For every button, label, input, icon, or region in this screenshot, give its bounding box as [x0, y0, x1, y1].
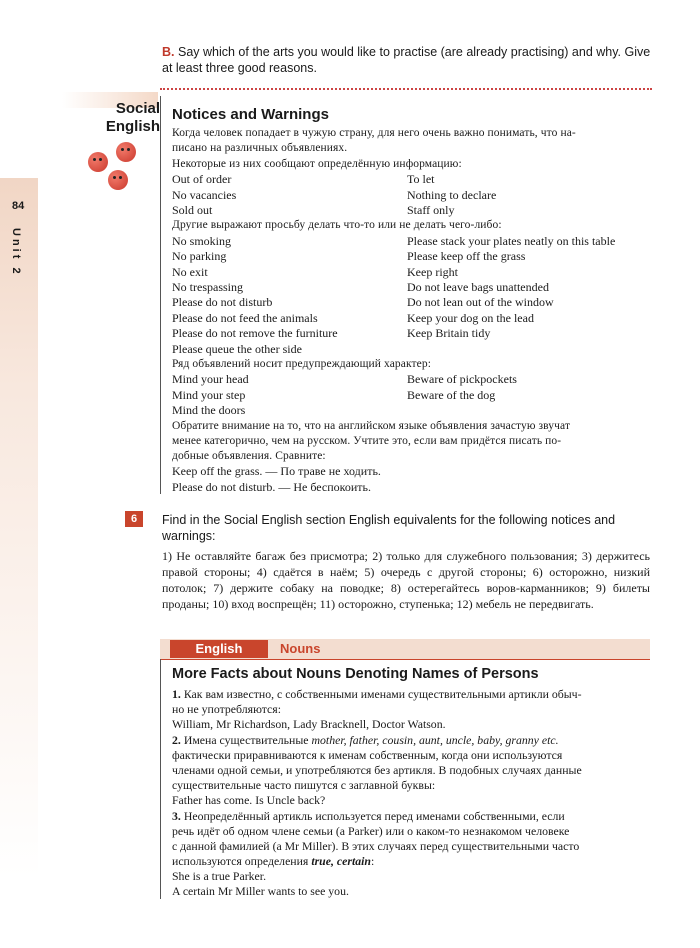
warning-intro: Ряд объявлений носит предупреждающий характер:: [172, 358, 431, 370]
compare-example: Please do not disturb. — Не беспокоить.: [172, 480, 371, 494]
notice-item: Please do not remove the furniture: [172, 326, 338, 340]
task-b-letter: B.: [162, 45, 175, 59]
request-intro: Другие выражают просьбу делать что-то или не делать чего-либо:: [172, 219, 502, 231]
grammar-title: More Facts about Nouns Denoting Names of Persons: [172, 666, 539, 682]
grammar-paragraph-2: [172, 733, 648, 748]
notices-intro: Когда человек попадает в чужую страну, для него очень важно понимать, что на-: [172, 127, 576, 139]
note-text: добные объявления. Сравните:: [172, 450, 326, 462]
notice-item: Keep Britain tidy: [407, 326, 491, 340]
notice-item: Beware of pickpockets: [407, 372, 517, 386]
notice-item: Keep right: [407, 265, 458, 279]
paragraph-text: Неопределённый артикль используется перед именами собственными, если: [183, 809, 565, 823]
notice-item: Mind your step: [172, 388, 246, 402]
grammar-paragraph-3: [172, 809, 648, 824]
notice-item: No exit: [172, 265, 208, 279]
notice-item: Mind the doors: [172, 403, 246, 417]
paragraph-text: с данной фамилией (a Mr Miller). В этих случаях перед существительными часто: [172, 839, 580, 853]
paragraph-text: речь идёт об одном члене семьи (а Parker) или о каком-то незнакомом человеке: [172, 824, 570, 838]
notice-item: Keep your dog on the lead: [407, 311, 534, 325]
grammar-tab-label: English: [170, 640, 268, 658]
note-text: менее категорично, чем на русском. Учтите это, если вам придётся писать по-: [172, 435, 562, 447]
grammar-example: William, Mr Richardson, Lady Bracknell, Doctor Watson.: [172, 717, 446, 731]
compare-example: Keep off the grass. — По траве не ходить.: [172, 464, 381, 478]
page-number: 84: [12, 200, 25, 212]
notice-item: To let: [407, 172, 435, 186]
grammar-rule: [160, 659, 161, 899]
notice-item: Please do not feed the animals: [172, 311, 318, 325]
notice-item: Nothing to declare: [407, 188, 497, 202]
notice-item: Staff only: [407, 203, 455, 217]
notice-item: Please keep off the grass: [407, 249, 526, 263]
dotted-divider: [160, 88, 652, 90]
notice-item: Sold out: [172, 203, 213, 217]
grammar-example: She is a true Parker.: [172, 869, 267, 883]
paragraph-text: членами одной семьи, и употребляются без артикля. В подобных случаях данные: [172, 763, 582, 777]
notices-intro: писано на различных объявлениях.: [172, 142, 348, 154]
paragraph-text: существительные часто пишутся с заглавной буквы:: [172, 778, 436, 792]
notice-item: No trespassing: [172, 280, 243, 294]
paragraph-text: Имена существительные: [183, 733, 309, 747]
paragraph-text: [172, 854, 648, 869]
section-label-line1: Social: [115, 100, 160, 117]
notices-title: Notices and Warnings: [172, 106, 329, 123]
paragraph-number: 1.: [172, 687, 181, 701]
paragraph-number: 2.: [172, 733, 181, 747]
paragraph-keywords: mother, father, cousin, aunt, uncle, baby, granny etc.: [311, 733, 559, 747]
notice-item: No parking: [172, 249, 227, 263]
notice-item: No smoking: [172, 234, 232, 248]
notice-item: Please stack your plates neatly on this table: [407, 234, 616, 248]
grammar-topic: Nouns: [280, 641, 321, 656]
paragraph-text: фактически приравниваются к именам собственным, когда они используются: [172, 748, 563, 762]
paragraph-text-part: используются определения: [172, 854, 309, 868]
notice-item: Do not leave bags unattended: [407, 280, 549, 294]
section-rule: [160, 96, 161, 494]
grammar-example: A certain Mr Miller wants to see you.: [172, 884, 349, 898]
colon: :: [370, 854, 375, 868]
notice-item: Do not lean out of the window: [407, 295, 554, 309]
paragraph-text: но не употребляются:: [172, 702, 281, 716]
grammar-example: Father has come. Is Uncle back?: [172, 793, 326, 807]
task-number-badge: 6: [125, 511, 143, 527]
section-label-line2: English: [105, 118, 160, 135]
notice-item: Mind your head: [172, 372, 249, 386]
task-b-text: Say which of the arts you would like to practise (are already practising) and why. Give at least three good reasons.: [162, 45, 651, 75]
paragraph-number: 3.: [172, 809, 181, 823]
notice-item: Beware of the dog: [407, 388, 496, 402]
notice-item: Please queue the other side: [172, 342, 302, 356]
task6-items: 1) Не оставляйте багаж без присмотра; 2) только для служебного пользования; 3) держитесь правой стороны; 4) сдаётся в наём; 5) очередь с другой стороны; 6) осторожно, низкий потолок; 7) держите собаку на поводке; 8) остерегайтесь воров-карманников; 9) билеты проданы; 10) вход воспрещён; 11) осторожно, ступенька; 12) мебель не передвигать.: [162, 549, 650, 611]
unit-side-bar: [0, 178, 38, 878]
task6-prompt: Find in the Social English section English equivalents for the following notices and warnings:: [162, 513, 616, 543]
task-b: [162, 44, 662, 76]
unit-label: Unit 2: [10, 228, 22, 277]
grammar-header-rule: [160, 659, 650, 660]
notice-item: Please do not disturb: [172, 295, 273, 309]
notice-item: Out of order: [172, 172, 232, 186]
note-text: Обратите внимание на то, что на английском языке объявления зачастую звучат: [172, 420, 571, 432]
paragraph-keywords: true, certain: [311, 854, 371, 868]
info-intro: Некоторые из них сообщают определённую информацию:: [172, 158, 462, 170]
faces-icon: [86, 140, 146, 195]
paragraph-text: Как вам известно, с собственными именами существительными артикли обыч-: [183, 687, 582, 701]
notice-item: No vacancies: [172, 188, 237, 202]
grammar-paragraph-1: [172, 687, 648, 702]
section-label: [70, 100, 160, 136]
